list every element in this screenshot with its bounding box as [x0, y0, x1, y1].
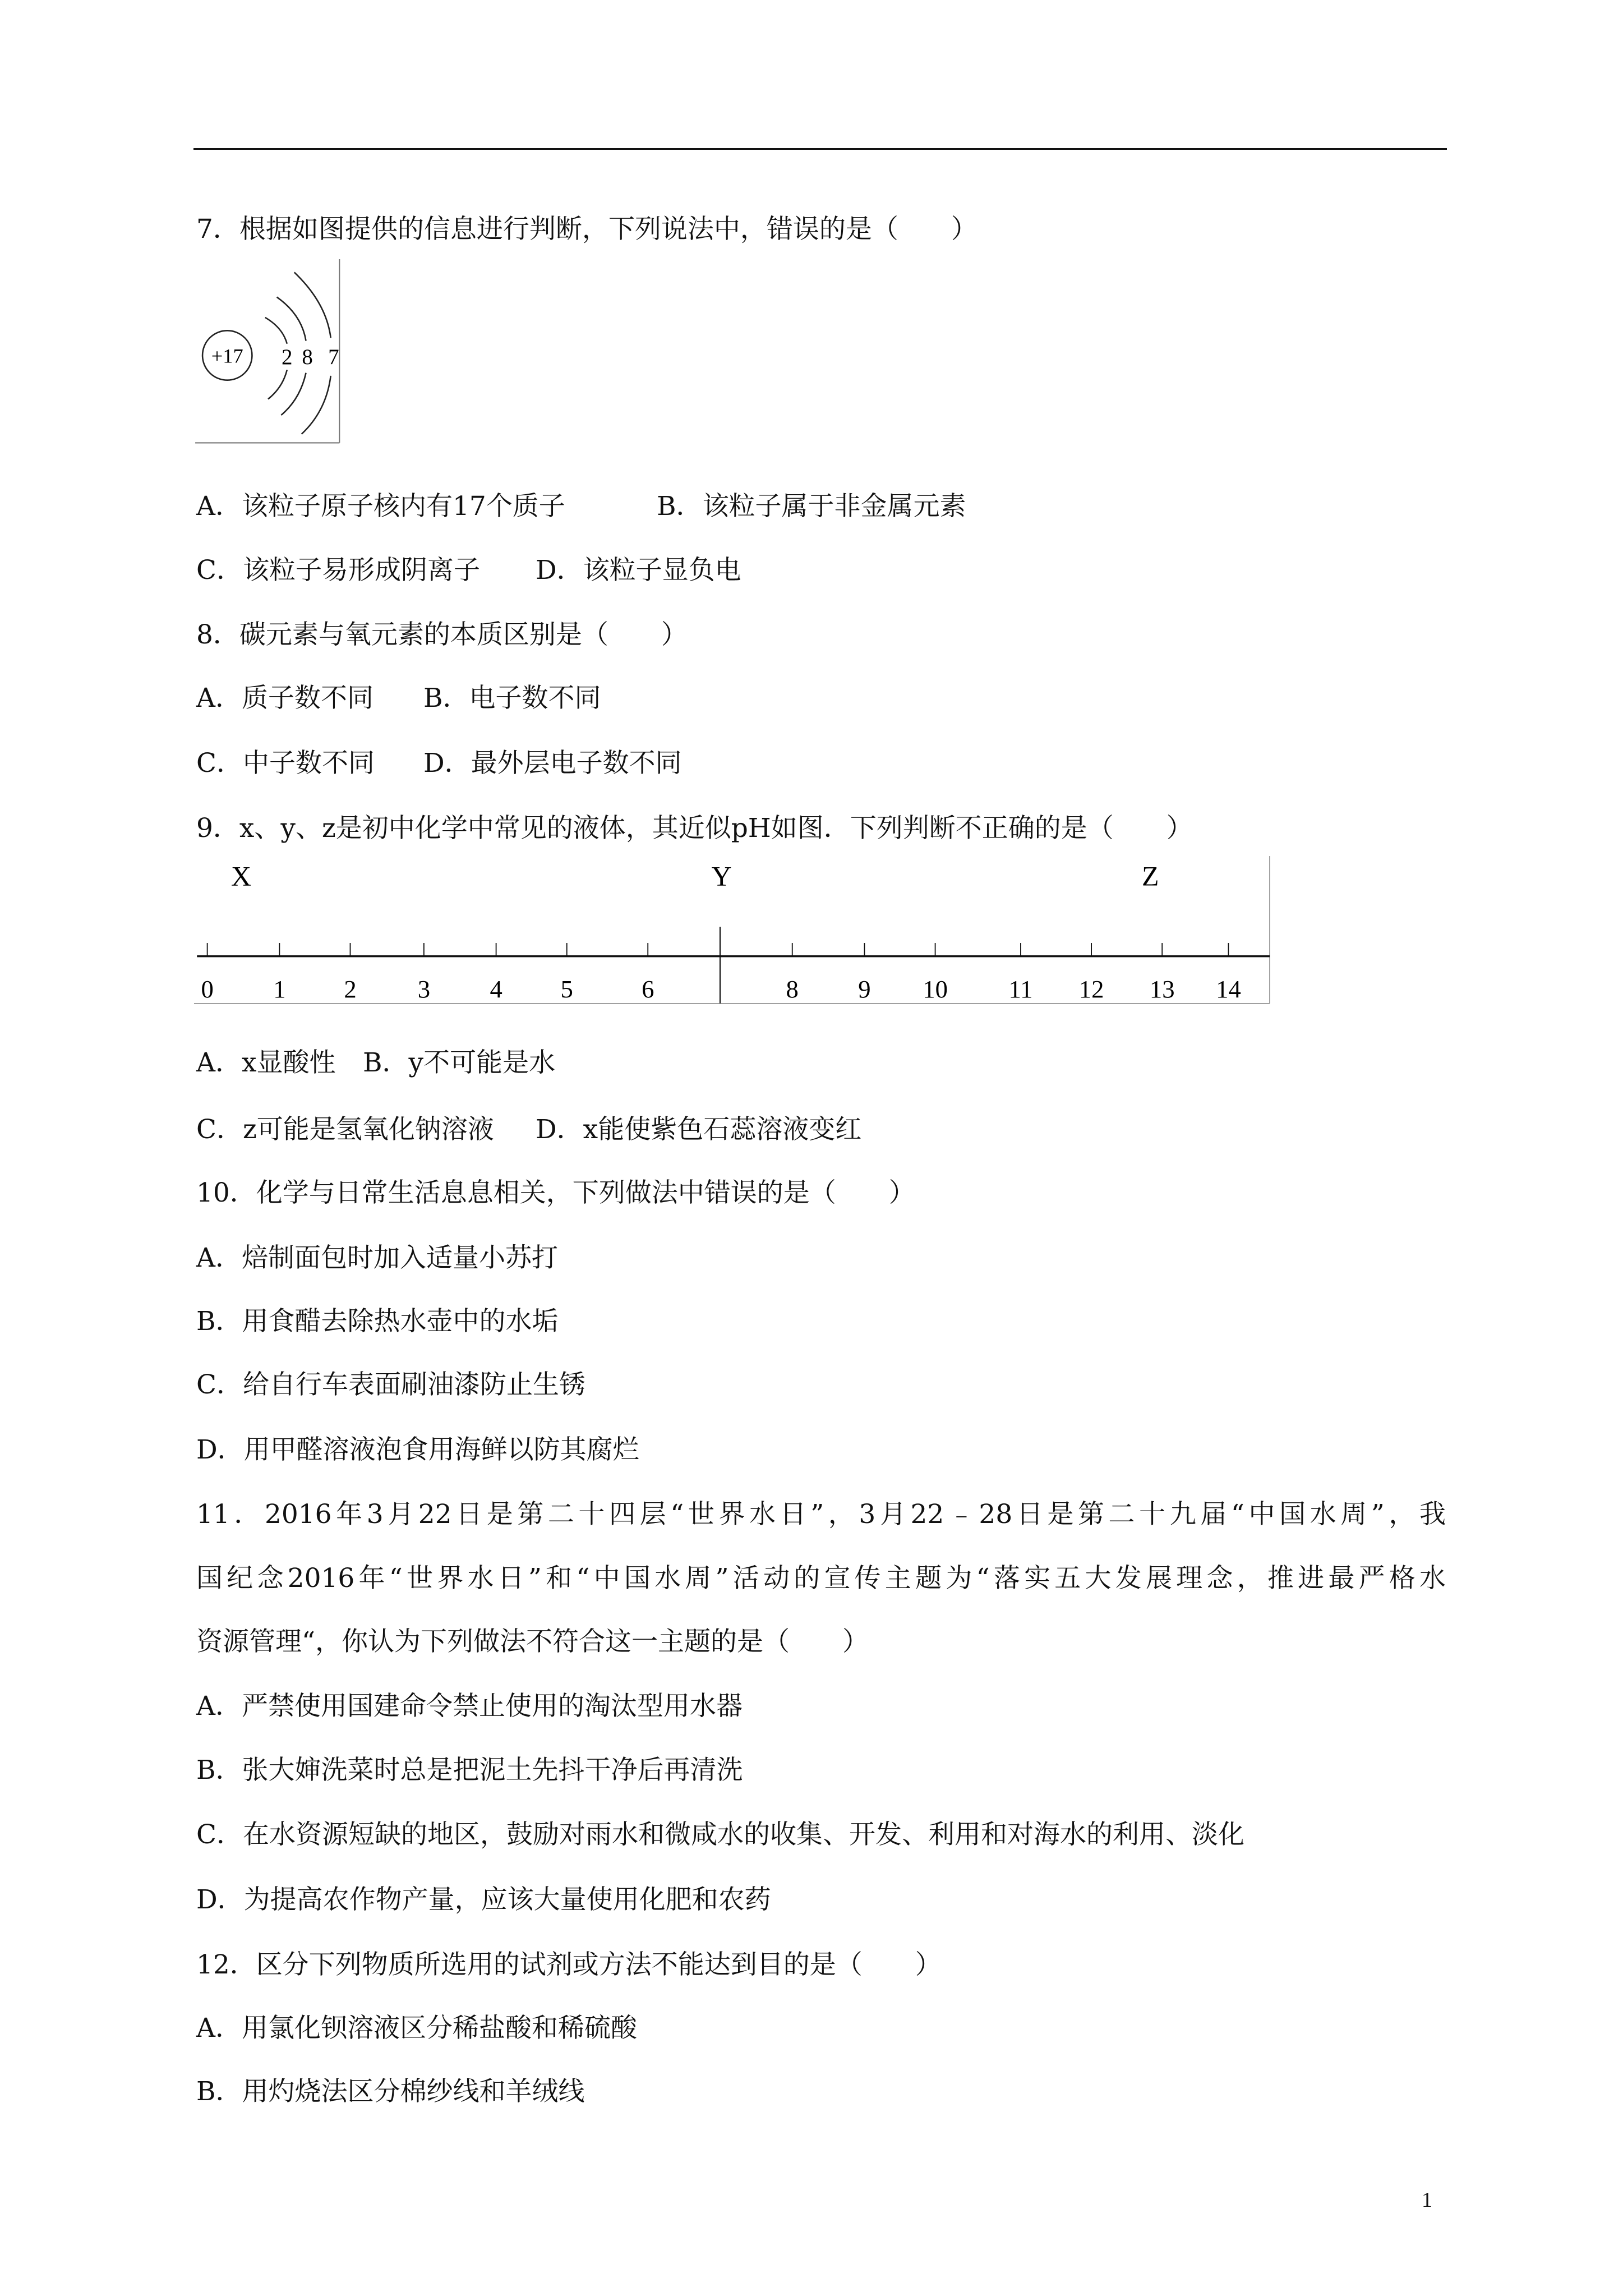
option-b: B．张大婶洗菜时总是把泥土先抖干净后再清洗 [196, 1755, 743, 1786]
ph-tick-label: 12 [1078, 975, 1104, 1004]
option-d: D．为提高农作物产量，应该大量使用化肥和农药 [196, 1884, 771, 1915]
option-c: C．该粒子易形成阴离子 [196, 555, 480, 586]
ph-tick-label: 5 [560, 975, 573, 1004]
nucleus-charge: +17 [211, 344, 243, 367]
shell-1-count: 2 [282, 345, 293, 370]
question-7-stem: 7．根据如图提供的信息进行判断，下列说法中，错误的是（ ） [196, 214, 978, 245]
header-rule [193, 148, 1447, 150]
option-d: D．该粒子显负电 [536, 555, 741, 586]
option-d: D．用甲醛溶液泡食用海鲜以防其腐烂 [196, 1434, 639, 1465]
ph-tick-label: 4 [490, 975, 502, 1004]
atom-structure-diagram [195, 259, 341, 444]
ph-tick-label: 14 [1216, 975, 1241, 1004]
ph-tick-label: 10 [923, 975, 948, 1004]
question-7-options-row-2 [196, 538, 1446, 602]
question-11-stem-line-2: 国纪念2016年“世界水日”和“中国水周”活动的宣传主题为“落实五大发展理念，推进最严格水 [196, 1563, 1446, 1594]
option-c: C．z可能是氢氧化钠溶液 [196, 1114, 494, 1145]
option-b: B．该粒子属于非金属元素 [657, 491, 966, 522]
question-11-stem-line-1: 11．2016年3月22日是第二十四层“世界水日”，3月22﹣28日是第二十九届“中国水周”，我 [196, 1499, 1446, 1530]
question-10-stem: 10．化学与日常生活息息相关，下列做法中错误的是（ ） [196, 1177, 915, 1208]
option-a: A．质子数不同 [196, 683, 374, 714]
shell-3-count: 7 [328, 345, 339, 370]
question-11-stem-line-3: 资源管理“，你认为下列做法不符合这一主题的是（ ） [196, 1626, 869, 1657]
ph-tick-label: 6 [642, 975, 654, 1004]
question-8-options-row-1 [196, 666, 1446, 730]
option-a: A．焙制面包时加入适量小苏打 [196, 1243, 558, 1273]
option-b: B．用灼烧法区分棉纱线和羊绒线 [196, 2076, 585, 2107]
question-12-stem: 12．区分下列物质所选用的试剂或方法不能达到目的是（ ） [196, 1949, 942, 1980]
question-9-stem: 9．x、y、z是初中化学中常见的液体，其近似pH如图．下列判断不正确的是（ ） [196, 813, 1193, 844]
ph-marker-z: Z [1141, 861, 1159, 892]
option-c: C．中子数不同 [196, 748, 375, 779]
option-d: D．x能使紫色石蕊溶液变红 [536, 1114, 862, 1145]
option-b: B．y不可能是水 [363, 1047, 556, 1078]
question-8-stem: 8．碳元素与氧元素的本质区别是（ ） [196, 619, 688, 650]
ph-marker-x: X [231, 861, 252, 892]
option-b: B．用食醋去除热水壶中的水垢 [196, 1306, 559, 1337]
option-a: A．用氯化钡溶液区分稀盐酸和稀硫酸 [196, 2013, 637, 2044]
ph-tick-label: 9 [858, 975, 871, 1004]
option-d: D．最外层电子数不同 [423, 748, 682, 779]
ph-tick-label: 1 [273, 975, 286, 1004]
option-a: A．x显酸性 [196, 1047, 336, 1078]
ph-marker-y: Y [711, 861, 732, 892]
question-8-options-row-2 [196, 731, 1446, 795]
ph-scale-diagram [192, 856, 1272, 1006]
option-c: C．给自行车表面刷油漆防止生锈 [196, 1369, 585, 1400]
ph-tick-label: 11 [1008, 975, 1033, 1004]
page-number: 1 [1422, 2188, 1432, 2212]
question-9-options-row-1 [196, 1030, 1446, 1095]
ph-tick-label: 2 [344, 975, 357, 1004]
question-9-options-row-2 [196, 1097, 1446, 1162]
ph-tick-label: 13 [1149, 975, 1175, 1004]
question-7-options-row-1 [196, 474, 1446, 539]
option-c: C．在水资源短缺的地区，鼓励对雨水和微咸水的收集、开发、利用和对海水的利用、淡化 [196, 1819, 1244, 1850]
ph-tick-label: 8 [786, 975, 799, 1004]
ph-tick-label: 0 [201, 975, 214, 1004]
option-a: A．该粒子原子核内有17个质子 [196, 491, 565, 522]
shell-2-count: 8 [302, 345, 313, 370]
option-b: B．电子数不同 [423, 683, 601, 714]
ph-tick-label: 3 [417, 975, 431, 1004]
option-a: A．严禁使用国建命令禁止使用的淘汰型用水器 [196, 1691, 743, 1722]
